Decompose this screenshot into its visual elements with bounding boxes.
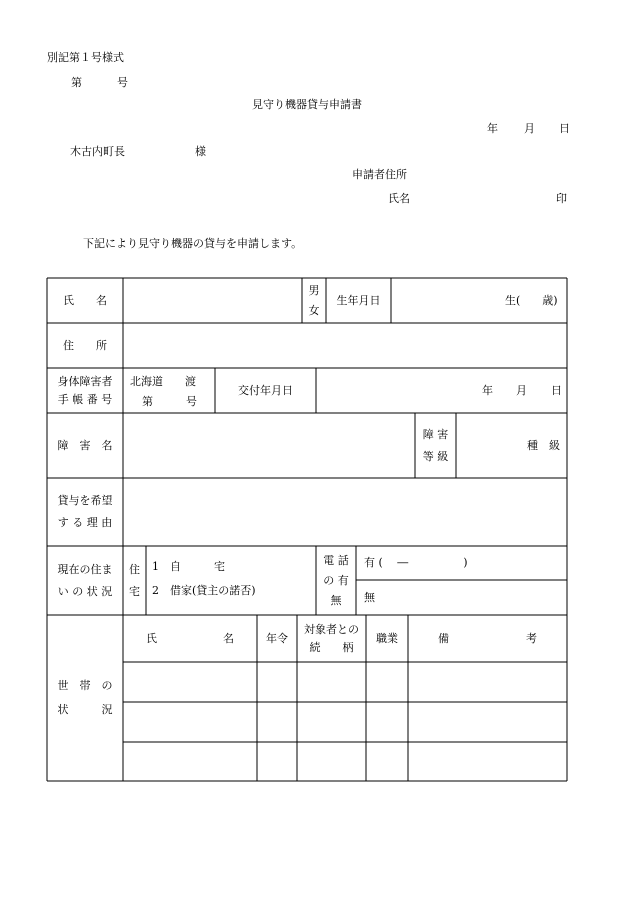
addressee: 木古内町長 bbox=[70, 145, 125, 158]
housing-status-label-line1: 現在の住ま bbox=[57, 562, 113, 576]
intro-statement: 下記により見守り機器の貸与を申請します。 bbox=[83, 237, 303, 250]
household-row[interactable] bbox=[123, 702, 567, 742]
household-status-label-line1: 世 帯 の bbox=[57, 679, 113, 692]
name-field[interactable] bbox=[123, 278, 302, 323]
phone-availability-label-line1: 電 話 bbox=[323, 553, 349, 567]
date-day-label: 日 bbox=[559, 122, 570, 135]
birth-date-label: 生年月日 bbox=[336, 293, 381, 307]
rented-home-option[interactable]: 2 借家(貸主の諾否) bbox=[152, 584, 256, 597]
date-month-label: 月 bbox=[524, 122, 535, 135]
residence-label-line2: 宅 bbox=[129, 584, 140, 598]
sex-female-option[interactable]: 女 bbox=[308, 303, 320, 317]
certificate-prefecture: 北海道 渡 bbox=[130, 375, 196, 388]
phone-no-option[interactable]: 無 bbox=[364, 591, 375, 604]
phone-yes-option[interactable]: 有 ( ― ) bbox=[364, 556, 468, 569]
document-number-suffix: 号 bbox=[117, 76, 128, 89]
household-col-relation-line2: 続 柄 bbox=[309, 640, 354, 654]
sex-male-option[interactable]: 男 bbox=[308, 283, 320, 297]
phone-availability-label bbox=[316, 546, 356, 615]
issue-day-label: 日 bbox=[551, 384, 562, 397]
household-col-relation-line1: 対象者との bbox=[304, 622, 359, 636]
household-col-remarks: 備 考 bbox=[438, 631, 537, 645]
document-title: 見守り機器貸与申請書 bbox=[252, 98, 362, 111]
household-col-name: 氏 名 bbox=[146, 631, 234, 645]
household-col-age: 年令 bbox=[266, 631, 288, 645]
document-number-prefix: 第 bbox=[71, 76, 82, 89]
disability-name-label: 障 害 名 bbox=[57, 438, 113, 452]
loan-reason-label-line1: 貸与を希望 bbox=[57, 494, 113, 507]
disability-grade-label-line2: 等 級 bbox=[422, 449, 449, 463]
residence-label bbox=[123, 546, 146, 615]
disability-grade-label-line1: 障 害 bbox=[422, 427, 449, 441]
disability-name-field[interactable] bbox=[123, 413, 415, 478]
sex-selector[interactable] bbox=[302, 278, 326, 323]
address-field[interactable] bbox=[123, 323, 567, 368]
housing-status-label bbox=[47, 546, 123, 615]
form-number: 別記第１号様式 bbox=[47, 51, 124, 64]
disability-certificate-label bbox=[47, 368, 123, 413]
applicant-address-label: 申請者住所 bbox=[352, 168, 407, 181]
addressee-honorific: 様 bbox=[195, 145, 206, 158]
housing-status-label-line2: い の 状 況 bbox=[57, 584, 113, 598]
issue-month-label: 月 bbox=[516, 384, 527, 397]
disability-grade-label bbox=[415, 413, 456, 478]
household-row[interactable] bbox=[123, 662, 567, 702]
loan-reason-field[interactable] bbox=[123, 478, 567, 546]
seal-mark: 印 bbox=[556, 192, 567, 205]
phone-availability-label-line2: の 有 bbox=[323, 573, 349, 587]
address-label: 住 所 bbox=[63, 338, 107, 352]
phone-availability-label-line3: 無 bbox=[330, 593, 342, 607]
issue-year-label: 年 bbox=[482, 384, 493, 397]
household-row[interactable] bbox=[123, 742, 567, 781]
own-home-option[interactable]: 1 自 宅 bbox=[152, 560, 225, 573]
issue-date-label: 交付年月日 bbox=[238, 383, 293, 397]
certificate-number: 第 号 bbox=[142, 395, 197, 408]
applicant-name-label: 氏名 bbox=[388, 192, 410, 205]
household-col-occupation: 職業 bbox=[376, 631, 398, 645]
loan-reason-label bbox=[47, 478, 123, 546]
household-status-label bbox=[47, 615, 123, 781]
date-year-label: 年 bbox=[487, 122, 498, 135]
disability-certificate-label-line1: 身体障害者 bbox=[57, 374, 113, 388]
birth-age-suffix: 生( 歳) bbox=[505, 294, 558, 307]
disability-certificate-label-line2: 手 帳 番 号 bbox=[57, 392, 113, 406]
grade-class-unit: 種 級 bbox=[527, 439, 560, 452]
residence-label-line1: 住 bbox=[129, 562, 140, 576]
name-label: 氏 名 bbox=[63, 293, 107, 307]
household-col-relation bbox=[297, 615, 366, 662]
loan-reason-label-line2: す る 理 由 bbox=[57, 516, 113, 529]
household-status-label-line2: 状 況 bbox=[57, 703, 113, 716]
